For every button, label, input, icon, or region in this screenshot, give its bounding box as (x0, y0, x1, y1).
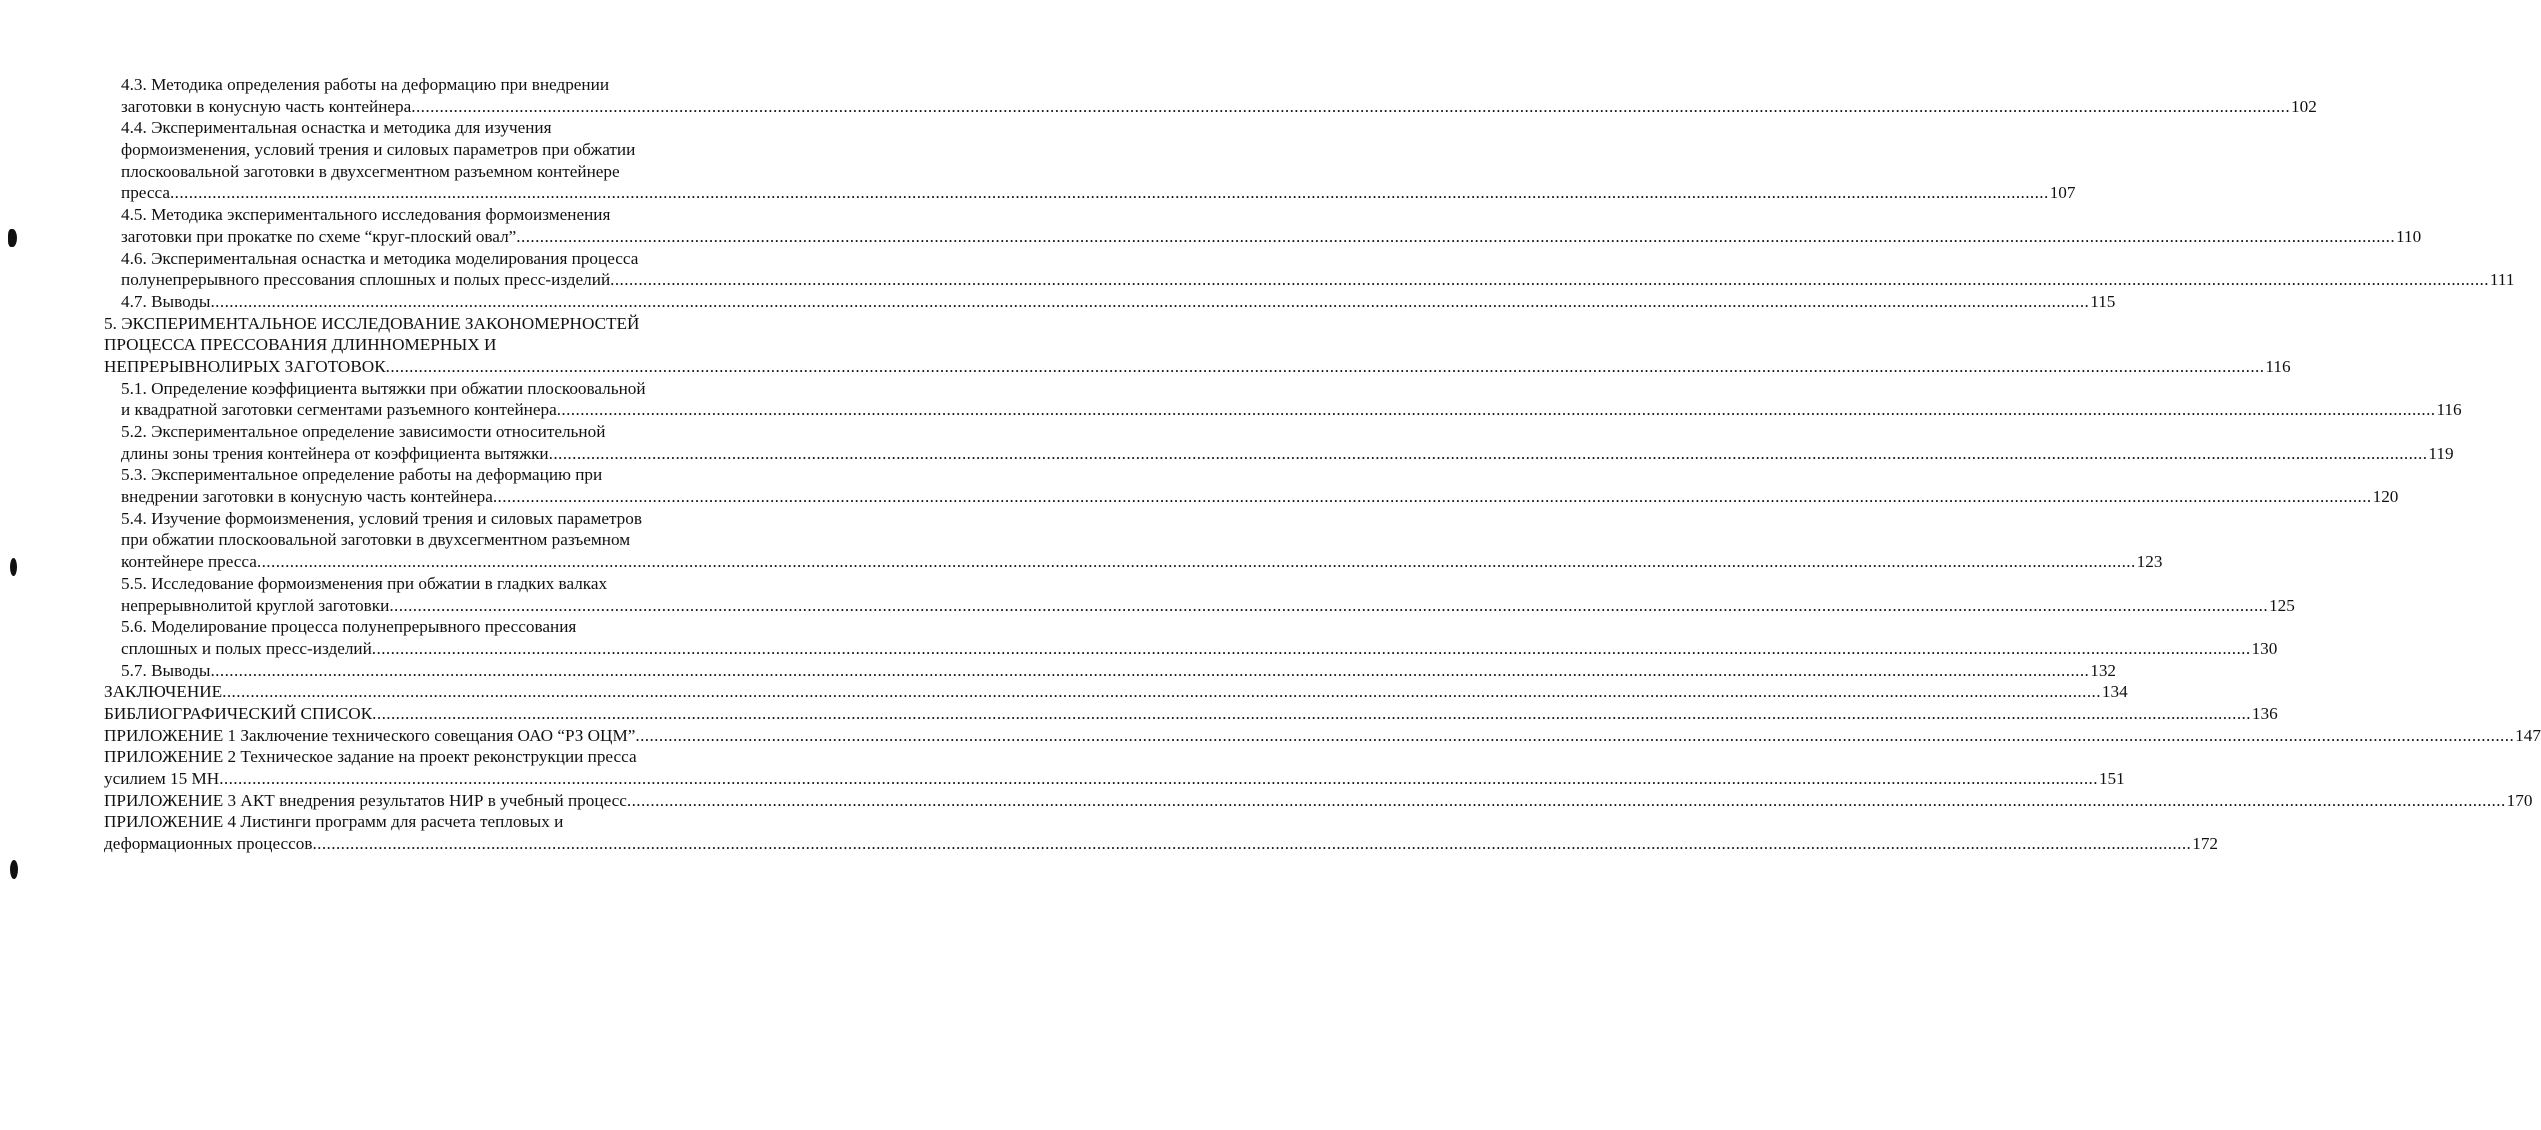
toc-entry (121, 464, 2399, 507)
toc-entry-line (104, 725, 2541, 747)
toc-entry-text: 4.5. Методика экспериментального исследования формоизменения (121, 205, 611, 225)
dot-leader: ................................................................................................................................................................................................................................................................................................................................................................................................................ (610, 270, 2489, 290)
toc-entry-text: ПРИЛОЖЕНИЕ 2 Техническое задание на проект реконструкции пресса (104, 747, 637, 767)
toc-entry-line (104, 313, 742, 335)
toc-entry-line (104, 334, 742, 356)
toc-page-number: 147 (2515, 725, 2541, 745)
toc-entry-text: 5.5. Исследование формоизменения при обжатии в гладких валках (121, 573, 608, 593)
toc-entry-line (104, 681, 2128, 703)
dot-leader: ................................................................................................................................................................................................................................................................................................................................................................................................................ (556, 400, 2436, 420)
toc-entry (121, 421, 2454, 464)
scan-mark (10, 860, 18, 879)
toc-entry-text: сплошных и полых пресс-изделий (121, 638, 372, 658)
toc-entry-line (104, 768, 2125, 790)
toc-entry-line (121, 551, 2163, 573)
toc-page-number: 136 (2251, 703, 2278, 723)
toc-entry-text: 4.3. Методика определения работы на деформацию при внедрении (121, 75, 610, 94)
toc-entry-text: ЗАКЛЮЧЕНИЕ (104, 682, 223, 702)
toc-entry-text: и квадратной заготовки сегментами разъемного контейнера (121, 400, 557, 420)
toc-page-number: 119 (2428, 443, 2454, 463)
dot-leader: ................................................................................................................................................................................................................................................................................................................................................................................................................ (635, 725, 2515, 745)
toc-entry-text: 5.2. Экспериментальное определение зависимости относительной (121, 422, 606, 441)
toc-page-number: 132 (2090, 660, 2117, 680)
toc-entry-line (121, 595, 2295, 617)
dot-leader: ................................................................................................................................................................................................................................................................................................................................................................................................................ (492, 487, 2372, 507)
toc-entry (121, 616, 2278, 659)
toc-entry (121, 204, 2422, 247)
toc-entry-line (121, 269, 2515, 291)
toc-entry-line (121, 421, 742, 443)
toc-entry-line (121, 378, 742, 400)
toc-page-number: 120 (2372, 487, 2399, 507)
toc-entry-line (104, 790, 2533, 812)
toc-entry (121, 378, 2462, 421)
toc-entry-text: полунепрерывного прессования сплошных и полых пресс-изделий (121, 270, 611, 290)
toc-entry-line (104, 703, 2278, 725)
toc-entry (121, 117, 2076, 204)
table-of-contents (0, 74, 2541, 855)
toc-entry (121, 74, 2317, 117)
toc-entry-text: внедрении заготовки в конусную часть контейнера (121, 487, 493, 507)
toc-entry-text: 4.6. Экспериментальная оснастка и методика моделирования процесса (121, 248, 639, 268)
toc-entry-line (121, 161, 742, 183)
toc-entry-text: формоизменения, условий трения и силовых параметров при обжатии (121, 140, 636, 160)
toc-page-number: 151 (2098, 769, 2125, 788)
toc-entry-line (121, 139, 742, 161)
toc-entry-line (121, 529, 742, 551)
toc-page-number: 115 (2090, 291, 2116, 311)
dot-leader: ................................................................................................................................................................................................................................................................................................................................................................................................................ (411, 96, 2291, 116)
toc-page-number: 172 (2192, 834, 2218, 854)
dot-leader: ................................................................................................................................................................................................................................................................................................................................................................................................................ (548, 443, 2428, 463)
toc-entry (121, 248, 2515, 291)
toc-entry-text: контейнере пресса (121, 552, 257, 572)
toc-page-number: 102 (2291, 96, 2317, 116)
toc-entry-line (104, 356, 2291, 378)
toc-entry-text: 5.4. Изучение формоизменения, условий трения и силовых параметров (121, 508, 642, 528)
dot-leader: ................................................................................................................................................................................................................................................................................................................................................................................................................ (210, 291, 2090, 311)
toc-entry-text: 4.4. Экспериментальная оснастка и методика для изучения (121, 118, 552, 138)
toc-entry-line (104, 811, 742, 833)
dot-leader: ................................................................................................................................................................................................................................................................................................................................................................................................................ (372, 703, 2251, 723)
toc-entry-text: НЕПРЕРЫВНОЛИРЫХ ЗАГОТОВОК (104, 356, 386, 376)
dot-leader: ................................................................................................................................................................................................................................................................................................................................................................................................................ (219, 769, 2098, 788)
toc-entry-text: усилием 15 МН (104, 769, 220, 788)
toc-entry-text: 5.3. Экспериментальное определение работы на деформацию при (121, 465, 603, 485)
toc-entry-text: 5. ЭКСПЕРИМЕНТАЛЬНОЕ ИССЛЕДОВАНИЕ ЗАКОНОМЕРНОСТЕЙ (104, 313, 640, 333)
toc-entry (121, 660, 2117, 682)
toc-page-number: 130 (2251, 638, 2278, 658)
toc-page-number: 134 (2101, 682, 2128, 702)
toc-entry-text: ПРИЛОЖЕНИЕ 1 Заключение технического совещания ОАО “РЗ ОЦМ” (104, 725, 636, 745)
dot-leader: ................................................................................................................................................................................................................................................................................................................................................................................................................ (516, 226, 2396, 246)
toc-entry-line (121, 291, 2116, 313)
toc-page-number: 116 (2265, 356, 2291, 376)
dot-leader: ................................................................................................................................................................................................................................................................................................................................................................................................................ (385, 356, 2265, 376)
toc-entry (104, 811, 2218, 854)
toc-entry-text: длины зоны трения контейнера от коэффициента вытяжки (121, 443, 549, 463)
toc-entry-line (121, 573, 742, 595)
toc-page-number: 111 (2489, 270, 2515, 290)
toc-entry-text: 5.7. Выводы (121, 660, 211, 680)
toc-entry (121, 291, 2116, 313)
toc-entry-text: ПРИЛОЖЕНИЕ 3 АКТ внедрения результатов НИР в учебный процесс (104, 790, 627, 810)
toc-entry-text: БИБЛИОГРАФИЧЕСКИЙ СПИСОК (104, 703, 373, 723)
toc-entry-line (121, 117, 742, 139)
dot-leader: ................................................................................................................................................................................................................................................................................................................................................................................................................ (222, 682, 2101, 702)
toc-entry-line (121, 204, 742, 226)
dot-leader: ................................................................................................................................................................................................................................................................................................................................................................................................................ (626, 790, 2506, 810)
toc-page-number: 123 (2136, 552, 2163, 572)
toc-entry (121, 508, 2163, 573)
toc-page-number: 116 (2436, 400, 2462, 420)
toc-entry (104, 725, 2541, 747)
toc-entry-text: плоскоовальной заготовки в двухсегментном разъемном контейнере (121, 161, 620, 181)
toc-entry-line (121, 74, 742, 96)
toc-entry-line (121, 182, 2076, 204)
dot-leader: ................................................................................................................................................................................................................................................................................................................................................................................................................ (256, 552, 2136, 572)
toc-entry-line (121, 443, 2454, 465)
toc-entry-text: при обжатии плоскоовальной заготовки в двухсегментном разъемном (121, 530, 631, 550)
toc-entry (121, 573, 2295, 616)
dot-leader: ................................................................................................................................................................................................................................................................................................................................................................................................................ (210, 660, 2090, 680)
toc-entry-line (121, 508, 742, 530)
toc-entry-text: заготовки в конусную часть контейнера (121, 96, 412, 116)
toc-entry-text: деформационных процессов (104, 834, 313, 854)
toc-entry-text: 4.7. Выводы (121, 291, 211, 311)
toc-entry-line (121, 486, 2399, 508)
toc-entry (104, 703, 2278, 725)
toc-entry (104, 313, 2291, 378)
toc-page-number: 107 (2049, 183, 2076, 203)
toc-entry-text: заготовки при прокатке по схеме “круг-плоский овал” (121, 226, 517, 246)
toc-entry-text: 5.6. Моделирование процесса полунепрерывного прессования (121, 617, 577, 637)
toc-entry-text: непрерывнолитой круглой заготовки (121, 595, 390, 615)
dot-leader: ................................................................................................................................................................................................................................................................................................................................................................................................................ (312, 834, 2192, 854)
toc-entry (104, 681, 2128, 703)
toc-entry-line (121, 96, 2317, 118)
toc-entry-line (104, 833, 2218, 855)
toc-entry (104, 790, 2533, 812)
toc-entry-line (121, 399, 2462, 421)
toc-page-number: 170 (2506, 790, 2533, 810)
toc-entry-line (121, 226, 2422, 248)
toc-entry-text: ПРИЛОЖЕНИЕ 4 Листинги программ для расчета тепловых и (104, 812, 564, 832)
toc-entry-line (121, 638, 2278, 660)
toc-entry (104, 746, 2125, 789)
toc-entry-text: ПРОЦЕССА ПРЕССОВАНИЯ ДЛИННОМЕРНЫХ И (104, 335, 497, 355)
toc-page-number: 110 (2396, 226, 2422, 246)
toc-entry-line (104, 746, 742, 768)
dot-leader: ................................................................................................................................................................................................................................................................................................................................................................................................................ (169, 183, 2049, 203)
dot-leader: ................................................................................................................................................................................................................................................................................................................................................................................................................ (371, 638, 2251, 658)
toc-entry-text: пресса (121, 183, 170, 203)
toc-entry-line (121, 616, 742, 638)
toc-entry-line (121, 464, 742, 486)
toc-entry-line (121, 660, 2117, 682)
toc-entry-text: 5.1. Определение коэффициента вытяжки при обжатии плоскоовальной (121, 378, 646, 398)
toc-entry-line (121, 248, 742, 270)
toc-page-number: 125 (2269, 595, 2295, 615)
dot-leader: ................................................................................................................................................................................................................................................................................................................................................................................................................ (389, 595, 2269, 615)
